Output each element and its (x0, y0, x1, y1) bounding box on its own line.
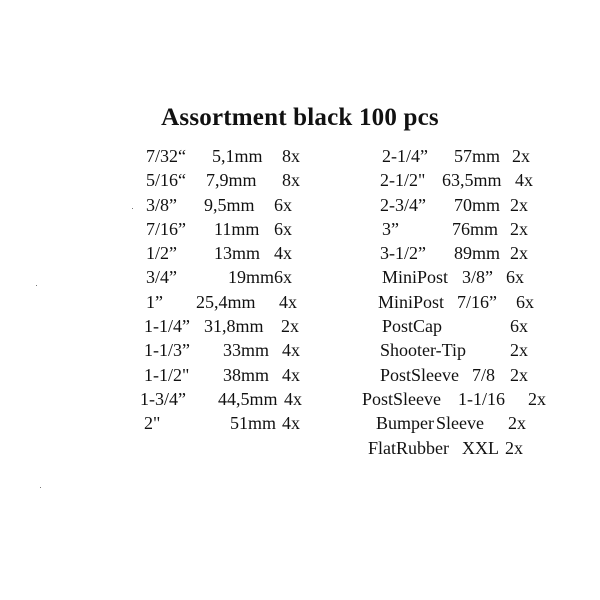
item-size: 5/16“ (146, 170, 186, 191)
item-qty: 4x (282, 340, 300, 361)
item-qty: 6x (510, 316, 528, 337)
item-qty: 6x (516, 291, 534, 312)
item-mm: 5,1mm (212, 146, 263, 166)
list-item (140, 265, 350, 289)
list-item (360, 314, 580, 338)
scan-speck (40, 487, 41, 488)
item-name: PostSleeve (380, 364, 459, 385)
item-qty: 2x (508, 413, 526, 434)
list-item (360, 363, 580, 387)
item-mm: 7,9mm (206, 170, 257, 191)
item-name: 2-1/2" (380, 170, 426, 191)
item-qty: 2x (510, 364, 528, 385)
item-qty: 4x (274, 243, 292, 264)
item-name: FlatRubber (368, 437, 449, 458)
item-size: 1/2” (146, 243, 177, 264)
list-item (140, 290, 350, 314)
item-qty: 2x (528, 388, 546, 409)
item-name: PostSleeve (362, 388, 441, 409)
list-item (140, 387, 350, 411)
scan-speck (36, 285, 37, 286)
list-item (140, 338, 350, 362)
item-detail: 70mm (454, 194, 501, 215)
item-detail: 3/8” (462, 267, 493, 288)
item-size: 3/8” (146, 194, 177, 215)
item-size: 7/16” (146, 218, 186, 239)
list-item (360, 338, 580, 362)
list-item (140, 241, 350, 265)
item-qty: 2x (505, 437, 523, 458)
item-qty: 8x (282, 170, 300, 191)
list-item (360, 241, 580, 265)
item-size: 7/32“ (146, 146, 186, 166)
item-size: 1-1/4” (144, 316, 190, 337)
item-qty: 4x (282, 364, 300, 385)
item-size: 1-1/2" (144, 364, 190, 385)
item-mm: 11mm (214, 218, 260, 239)
item-size: 3/4” (146, 267, 177, 288)
item-qty: 6x (274, 267, 292, 288)
list-item (360, 217, 580, 241)
list-item (360, 193, 580, 217)
list-item (360, 144, 580, 168)
item-name: Bumper (376, 413, 434, 434)
item-qty: 4x (282, 413, 300, 434)
list-item (360, 265, 580, 289)
item-detail: 7/8 (472, 364, 496, 385)
item-qty: 6x (274, 218, 292, 239)
right-column (360, 144, 580, 460)
item-mm: 38mm (223, 364, 270, 385)
item-mm: 33mm (223, 340, 270, 361)
item-detail: 89mm (454, 243, 501, 264)
list-item (140, 363, 350, 387)
item-detail: 63,5mm (442, 170, 502, 191)
item-detail: 57mm (454, 146, 501, 166)
item-qty: 4x (279, 291, 297, 312)
item-name: MiniPost (378, 291, 445, 312)
item-qty: 8x (282, 146, 300, 166)
item-qty: 6x (506, 267, 524, 288)
item-qty: 4x (515, 170, 533, 191)
list-item (360, 436, 580, 460)
item-mm: 51mm (230, 413, 277, 434)
item-name: MiniPost (382, 267, 449, 288)
list-item (360, 290, 580, 314)
scan-speck (132, 208, 133, 209)
item-qty: 2x (510, 243, 528, 264)
item-mm: 25,4mm (196, 291, 256, 312)
left-column (140, 144, 350, 436)
list-item (360, 411, 580, 435)
list-item (140, 411, 350, 435)
item-mm: 13mm (214, 243, 261, 264)
item-name: 2-1/4” (382, 146, 428, 166)
item-name: Shooter-Tip (380, 340, 466, 361)
list-item (140, 217, 350, 241)
item-name: 2-3/4” (380, 194, 426, 215)
item-detail: 1-1/16 (458, 388, 505, 409)
list-item (360, 387, 580, 411)
item-size: 1-3/4” (140, 388, 186, 409)
item-detail: 76mm (452, 218, 499, 239)
item-qty: 2x (510, 194, 528, 215)
item-qty: 2x (281, 316, 299, 337)
item-mm: 19mm (228, 267, 275, 288)
item-size: 1” (146, 291, 163, 312)
list-item (360, 168, 580, 192)
item-size: 2" (144, 413, 161, 434)
item-name: 3-1/2” (380, 243, 426, 264)
list-item (140, 193, 350, 217)
item-qty: 6x (274, 194, 292, 215)
item-qty: 2x (510, 218, 528, 239)
item-detail: XXL (462, 437, 499, 458)
list-item (140, 314, 350, 338)
item-detail: Sleeve (436, 413, 484, 434)
item-qty: 2x (510, 340, 528, 361)
item-name: PostCap (382, 316, 443, 337)
item-name: 3” (382, 218, 399, 239)
page-title: Assortment black 100 pcs (161, 104, 439, 131)
item-mm: 44,5mm (218, 388, 278, 409)
item-qty: 2x (512, 146, 530, 166)
list-item (140, 144, 350, 168)
item-mm: 9,5mm (204, 194, 255, 215)
list-item (140, 168, 350, 192)
item-detail: 7/16” (457, 291, 497, 312)
item-qty: 4x (284, 388, 302, 409)
item-mm: 31,8mm (204, 316, 264, 337)
item-size: 1-1/3” (144, 340, 190, 361)
